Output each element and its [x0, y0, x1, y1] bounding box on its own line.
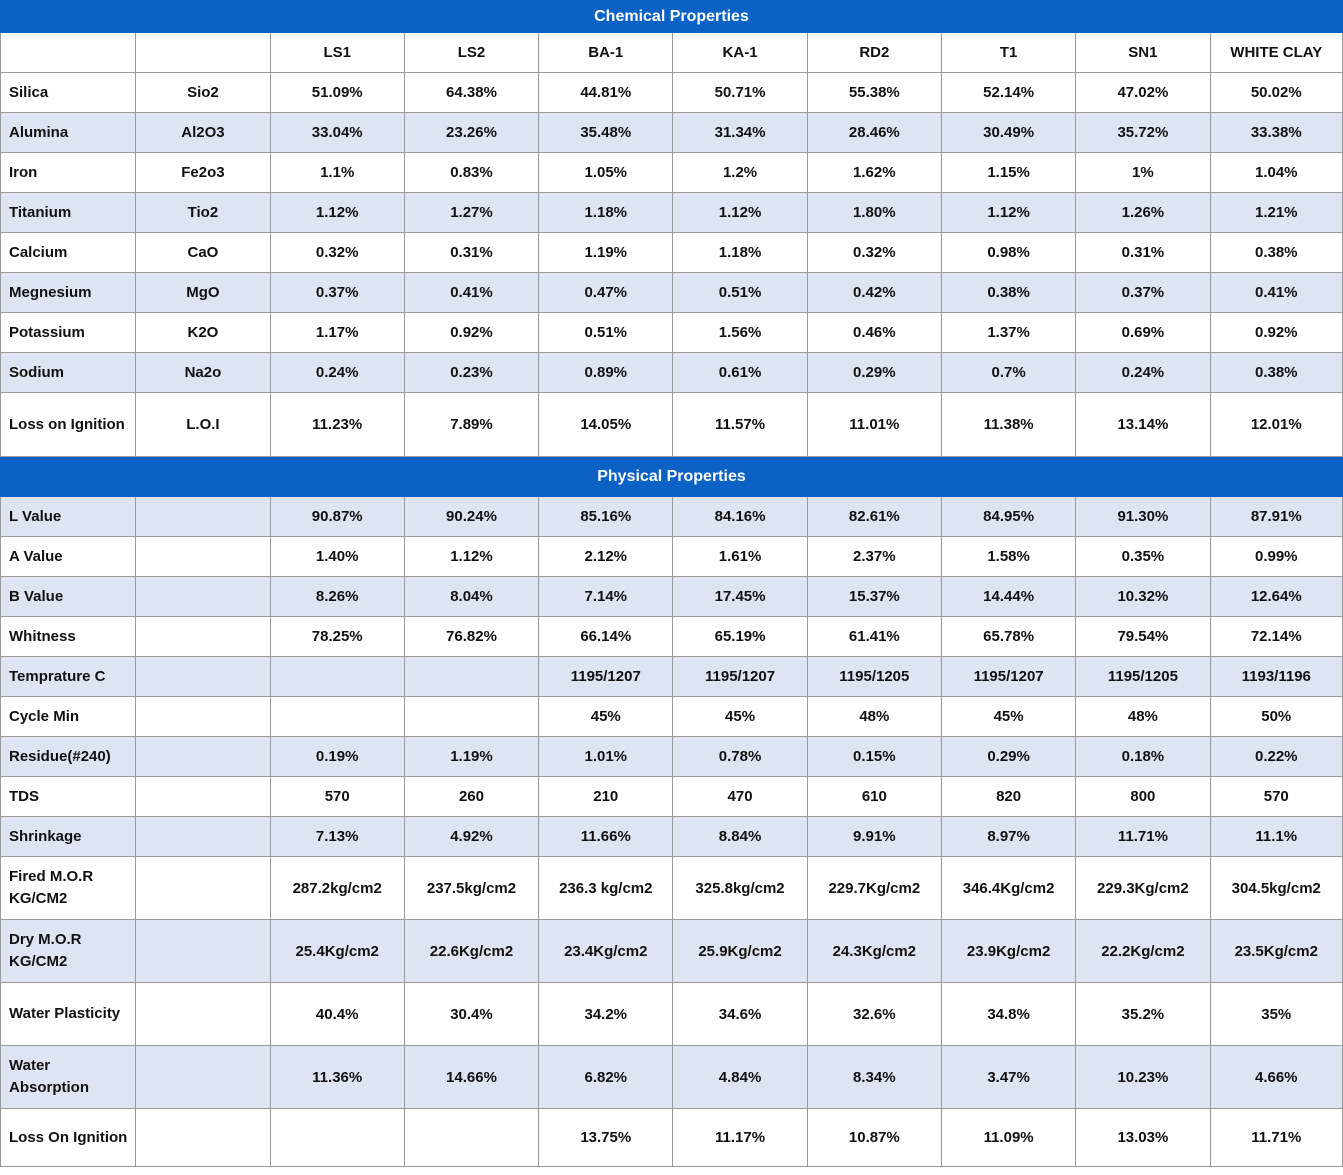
- value-cell: 47.02%: [1076, 73, 1210, 113]
- value-cell: 0.15%: [807, 737, 941, 777]
- value-cell: 8.97%: [941, 817, 1075, 857]
- value-cell: 0.38%: [1210, 233, 1342, 273]
- column-header: T1: [941, 33, 1075, 73]
- property-label: B Value: [1, 577, 136, 617]
- property-label: Residue(#240): [1, 737, 136, 777]
- value-cell: 1.12%: [270, 193, 404, 233]
- value-cell: 0.92%: [404, 313, 538, 353]
- column-header: KA-1: [673, 33, 807, 73]
- blank-cell: [136, 617, 270, 657]
- chemical-row: [1, 153, 1343, 193]
- value-cell: 0.29%: [941, 737, 1075, 777]
- header-blank: [136, 33, 270, 73]
- value-cell: 7.89%: [404, 393, 538, 457]
- value-cell: 0.61%: [673, 353, 807, 393]
- blank-cell: [136, 1109, 270, 1167]
- value-cell: 11.38%: [941, 393, 1075, 457]
- physical-row: [1, 537, 1343, 577]
- value-cell: 10.23%: [1076, 1046, 1210, 1109]
- value-cell: 11.09%: [941, 1109, 1075, 1167]
- column-header: SN1: [1076, 33, 1210, 73]
- value-cell: [270, 697, 404, 737]
- value-cell: 35.48%: [539, 113, 673, 153]
- value-cell: 84.95%: [941, 497, 1075, 537]
- physical-row: [1, 697, 1343, 737]
- value-cell: 0.89%: [539, 353, 673, 393]
- value-cell: 11.01%: [807, 393, 941, 457]
- value-cell: 0.98%: [941, 233, 1075, 273]
- value-cell: 1.27%: [404, 193, 538, 233]
- column-header-row: [1, 33, 1343, 73]
- chemical-row: [1, 273, 1343, 313]
- value-cell: 325.8kg/cm2: [673, 857, 807, 920]
- value-cell: 91.30%: [1076, 497, 1210, 537]
- value-cell: 34.6%: [673, 983, 807, 1046]
- value-cell: 25.4Kg/cm2: [270, 920, 404, 983]
- value-cell: 35%: [1210, 983, 1342, 1046]
- value-cell: 13.03%: [1076, 1109, 1210, 1167]
- value-cell: 800: [1076, 777, 1210, 817]
- value-cell: 8.84%: [673, 817, 807, 857]
- value-cell: 1.17%: [270, 313, 404, 353]
- value-cell: 65.19%: [673, 617, 807, 657]
- value-cell: 76.82%: [404, 617, 538, 657]
- value-cell: 0.83%: [404, 153, 538, 193]
- value-cell: 11.36%: [270, 1046, 404, 1109]
- value-cell: 52.14%: [941, 73, 1075, 113]
- value-cell: 23.4Kg/cm2: [539, 920, 673, 983]
- value-cell: 2.37%: [807, 537, 941, 577]
- formula-label: L.O.I: [136, 393, 270, 457]
- value-cell: 64.38%: [404, 73, 538, 113]
- value-cell: 0.19%: [270, 737, 404, 777]
- value-cell: 50.71%: [673, 73, 807, 113]
- column-header: LS1: [270, 33, 404, 73]
- blank-cell: [136, 777, 270, 817]
- column-header: RD2: [807, 33, 941, 73]
- value-cell: 1.61%: [673, 537, 807, 577]
- chemical-row: [1, 393, 1343, 457]
- formula-label: Tio2: [136, 193, 270, 233]
- value-cell: 35.72%: [1076, 113, 1210, 153]
- value-cell: 32.6%: [807, 983, 941, 1046]
- value-cell: 0.35%: [1076, 537, 1210, 577]
- value-cell: 0.7%: [941, 353, 1075, 393]
- value-cell: 1195/1205: [1076, 657, 1210, 697]
- value-cell: 1.62%: [807, 153, 941, 193]
- value-cell: 1.21%: [1210, 193, 1342, 233]
- value-cell: 1.12%: [941, 193, 1075, 233]
- property-label: L Value: [1, 497, 136, 537]
- value-cell: 12.01%: [1210, 393, 1342, 457]
- value-cell: 22.2Kg/cm2: [1076, 920, 1210, 983]
- value-cell: 0.23%: [404, 353, 538, 393]
- value-cell: 33.04%: [270, 113, 404, 153]
- value-cell: 31.34%: [673, 113, 807, 153]
- formula-label: Sio2: [136, 73, 270, 113]
- value-cell: 1.1%: [270, 153, 404, 193]
- value-cell: 1195/1207: [941, 657, 1075, 697]
- value-cell: 45%: [539, 697, 673, 737]
- value-cell: 0.31%: [1076, 233, 1210, 273]
- blank-cell: [136, 497, 270, 537]
- value-cell: 0.51%: [673, 273, 807, 313]
- value-cell: 1.05%: [539, 153, 673, 193]
- value-cell: 13.14%: [1076, 393, 1210, 457]
- property-label: Temprature C: [1, 657, 136, 697]
- value-cell: 1.12%: [404, 537, 538, 577]
- value-cell: 0.32%: [807, 233, 941, 273]
- property-label: Titanium: [1, 193, 136, 233]
- physical-row: [1, 920, 1343, 983]
- value-cell: 14.44%: [941, 577, 1075, 617]
- blank-cell: [136, 737, 270, 777]
- value-cell: 11.71%: [1210, 1109, 1342, 1167]
- value-cell: 66.14%: [539, 617, 673, 657]
- formula-label: CaO: [136, 233, 270, 273]
- physical-row: [1, 497, 1343, 537]
- value-cell: 1%: [1076, 153, 1210, 193]
- column-header: WHITE CLAY: [1210, 33, 1342, 73]
- value-cell: 15.37%: [807, 577, 941, 617]
- value-cell: 25.9Kg/cm2: [673, 920, 807, 983]
- chemical-row: [1, 353, 1343, 393]
- value-cell: 23.26%: [404, 113, 538, 153]
- property-label: TDS: [1, 777, 136, 817]
- value-cell: 24.3Kg/cm2: [807, 920, 941, 983]
- value-cell: 34.8%: [941, 983, 1075, 1046]
- value-cell: 0.24%: [1076, 353, 1210, 393]
- value-cell: 0.78%: [673, 737, 807, 777]
- value-cell: 2.12%: [539, 537, 673, 577]
- value-cell: 11.17%: [673, 1109, 807, 1167]
- value-cell: 0.37%: [270, 273, 404, 313]
- value-cell: 50.02%: [1210, 73, 1342, 113]
- header-blank: [1, 33, 136, 73]
- value-cell: 229.3Kg/cm2: [1076, 857, 1210, 920]
- value-cell: 1195/1207: [539, 657, 673, 697]
- property-label: Water Plasticity: [1, 983, 136, 1046]
- value-cell: 1.37%: [941, 313, 1075, 353]
- value-cell: [270, 1109, 404, 1167]
- value-cell: 1195/1205: [807, 657, 941, 697]
- value-cell: 6.82%: [539, 1046, 673, 1109]
- value-cell: 1.56%: [673, 313, 807, 353]
- value-cell: 34.2%: [539, 983, 673, 1046]
- value-cell: 85.16%: [539, 497, 673, 537]
- value-cell: 1.80%: [807, 193, 941, 233]
- value-cell: 48%: [807, 697, 941, 737]
- value-cell: [404, 697, 538, 737]
- value-cell: 1195/1207: [673, 657, 807, 697]
- property-label: A Value: [1, 537, 136, 577]
- value-cell: 1.12%: [673, 193, 807, 233]
- formula-label: Na2o: [136, 353, 270, 393]
- value-cell: [270, 657, 404, 697]
- property-label: Iron: [1, 153, 136, 193]
- value-cell: 72.14%: [1210, 617, 1342, 657]
- value-cell: 0.47%: [539, 273, 673, 313]
- column-header: LS2: [404, 33, 538, 73]
- chemical-row: [1, 233, 1343, 273]
- value-cell: 50%: [1210, 697, 1342, 737]
- value-cell: 1.19%: [539, 233, 673, 273]
- value-cell: 30.4%: [404, 983, 538, 1046]
- value-cell: 4.66%: [1210, 1046, 1342, 1109]
- value-cell: [404, 657, 538, 697]
- chemical-section-title: Chemical Properties: [1, 1, 1343, 33]
- value-cell: 61.41%: [807, 617, 941, 657]
- property-label: Sodium: [1, 353, 136, 393]
- value-cell: 40.4%: [270, 983, 404, 1046]
- value-cell: 90.24%: [404, 497, 538, 537]
- blank-cell: [136, 697, 270, 737]
- value-cell: 48%: [1076, 697, 1210, 737]
- value-cell: 3.47%: [941, 1046, 1075, 1109]
- property-label: Water Absorption: [1, 1046, 136, 1109]
- value-cell: 1.01%: [539, 737, 673, 777]
- value-cell: 4.92%: [404, 817, 538, 857]
- value-cell: 0.38%: [1210, 353, 1342, 393]
- property-label: Loss on Ignition: [1, 393, 136, 457]
- value-cell: 23.9Kg/cm2: [941, 920, 1075, 983]
- value-cell: 1.04%: [1210, 153, 1342, 193]
- value-cell: 0.51%: [539, 313, 673, 353]
- value-cell: 8.34%: [807, 1046, 941, 1109]
- value-cell: 820: [941, 777, 1075, 817]
- value-cell: 14.66%: [404, 1046, 538, 1109]
- value-cell: 11.71%: [1076, 817, 1210, 857]
- value-cell: 0.38%: [941, 273, 1075, 313]
- blank-cell: [136, 857, 270, 920]
- value-cell: 90.87%: [270, 497, 404, 537]
- formula-label: MgO: [136, 273, 270, 313]
- value-cell: 0.92%: [1210, 313, 1342, 353]
- value-cell: 0.18%: [1076, 737, 1210, 777]
- value-cell: 346.4Kg/cm2: [941, 857, 1075, 920]
- value-cell: 11.57%: [673, 393, 807, 457]
- value-cell: 11.1%: [1210, 817, 1342, 857]
- formula-label: K2O: [136, 313, 270, 353]
- value-cell: 23.5Kg/cm2: [1210, 920, 1342, 983]
- property-label: Silica: [1, 73, 136, 113]
- blank-cell: [136, 983, 270, 1046]
- value-cell: 1.18%: [539, 193, 673, 233]
- value-cell: 30.49%: [941, 113, 1075, 153]
- blank-cell: [136, 657, 270, 697]
- physical-row: [1, 617, 1343, 657]
- value-cell: 51.09%: [270, 73, 404, 113]
- value-cell: 45%: [673, 697, 807, 737]
- value-cell: 0.24%: [270, 353, 404, 393]
- value-cell: 22.6Kg/cm2: [404, 920, 538, 983]
- value-cell: 1.58%: [941, 537, 1075, 577]
- value-cell: 28.46%: [807, 113, 941, 153]
- property-label: Potassium: [1, 313, 136, 353]
- value-cell: 13.75%: [539, 1109, 673, 1167]
- property-label: Calcium: [1, 233, 136, 273]
- value-cell: 45%: [941, 697, 1075, 737]
- physical-row: [1, 857, 1343, 920]
- value-cell: 0.29%: [807, 353, 941, 393]
- property-label: Loss On Ignition: [1, 1109, 136, 1167]
- value-cell: 44.81%: [539, 73, 673, 113]
- value-cell: 210: [539, 777, 673, 817]
- value-cell: 14.05%: [539, 393, 673, 457]
- value-cell: 1.26%: [1076, 193, 1210, 233]
- value-cell: 0.99%: [1210, 537, 1342, 577]
- value-cell: 4.84%: [673, 1046, 807, 1109]
- physical-section-header: [1, 457, 1343, 497]
- value-cell: 33.38%: [1210, 113, 1342, 153]
- chemical-section-header: [1, 1, 1343, 33]
- property-label: Whitness: [1, 617, 136, 657]
- value-cell: 1.19%: [404, 737, 538, 777]
- value-cell: 1.15%: [941, 153, 1075, 193]
- chemical-row: [1, 73, 1343, 113]
- value-cell: 8.04%: [404, 577, 538, 617]
- physical-section-title: Physical Properties: [1, 457, 1343, 497]
- blank-cell: [136, 577, 270, 617]
- value-cell: 1.40%: [270, 537, 404, 577]
- value-cell: 1.18%: [673, 233, 807, 273]
- value-cell: 260: [404, 777, 538, 817]
- value-cell: 11.23%: [270, 393, 404, 457]
- value-cell: 11.66%: [539, 817, 673, 857]
- value-cell: 237.5kg/cm2: [404, 857, 538, 920]
- physical-row: [1, 657, 1343, 697]
- value-cell: 0.41%: [404, 273, 538, 313]
- property-label: Alumina: [1, 113, 136, 153]
- physical-row: [1, 817, 1343, 857]
- value-cell: 0.31%: [404, 233, 538, 273]
- physical-row: [1, 983, 1343, 1046]
- value-cell: 55.38%: [807, 73, 941, 113]
- value-cell: 17.45%: [673, 577, 807, 617]
- value-cell: 84.16%: [673, 497, 807, 537]
- blank-cell: [136, 817, 270, 857]
- value-cell: 35.2%: [1076, 983, 1210, 1046]
- physical-row: [1, 1109, 1343, 1167]
- value-cell: 10.87%: [807, 1109, 941, 1167]
- blank-cell: [136, 537, 270, 577]
- blank-cell: [136, 1046, 270, 1109]
- value-cell: 1193/1196: [1210, 657, 1342, 697]
- value-cell: 0.69%: [1076, 313, 1210, 353]
- value-cell: 7.13%: [270, 817, 404, 857]
- property-label: Dry M.O.R KG/CM2: [1, 920, 136, 983]
- value-cell: 78.25%: [270, 617, 404, 657]
- property-label: Cycle Min: [1, 697, 136, 737]
- value-cell: 0.22%: [1210, 737, 1342, 777]
- value-cell: 570: [270, 777, 404, 817]
- value-cell: 610: [807, 777, 941, 817]
- physical-row: [1, 1046, 1343, 1109]
- value-cell: 65.78%: [941, 617, 1075, 657]
- value-cell: 7.14%: [539, 577, 673, 617]
- property-label: Shrinkage: [1, 817, 136, 857]
- value-cell: 12.64%: [1210, 577, 1342, 617]
- column-header: BA-1: [539, 33, 673, 73]
- chemical-row: [1, 313, 1343, 353]
- value-cell: 1.2%: [673, 153, 807, 193]
- property-label: Megnesium: [1, 273, 136, 313]
- value-cell: 287.2kg/cm2: [270, 857, 404, 920]
- value-cell: 0.46%: [807, 313, 941, 353]
- value-cell: 9.91%: [807, 817, 941, 857]
- blank-cell: [136, 920, 270, 983]
- physical-row: [1, 737, 1343, 777]
- value-cell: 87.91%: [1210, 497, 1342, 537]
- chemical-row: [1, 193, 1343, 233]
- value-cell: 8.26%: [270, 577, 404, 617]
- chemical-row: [1, 113, 1343, 153]
- physical-row: [1, 777, 1343, 817]
- formula-label: Fe2o3: [136, 153, 270, 193]
- property-label: Fired M.O.R KG/CM2: [1, 857, 136, 920]
- value-cell: 79.54%: [1076, 617, 1210, 657]
- formula-label: Al2O3: [136, 113, 270, 153]
- value-cell: 304.5kg/cm2: [1210, 857, 1342, 920]
- value-cell: 10.32%: [1076, 577, 1210, 617]
- value-cell: 0.42%: [807, 273, 941, 313]
- value-cell: 470: [673, 777, 807, 817]
- value-cell: 0.32%: [270, 233, 404, 273]
- value-cell: 0.41%: [1210, 273, 1342, 313]
- physical-row: [1, 577, 1343, 617]
- value-cell: 570: [1210, 777, 1342, 817]
- value-cell: 82.61%: [807, 497, 941, 537]
- value-cell: 0.37%: [1076, 273, 1210, 313]
- value-cell: [404, 1109, 538, 1167]
- value-cell: 236.3 kg/cm2: [539, 857, 673, 920]
- value-cell: 229.7Kg/cm2: [807, 857, 941, 920]
